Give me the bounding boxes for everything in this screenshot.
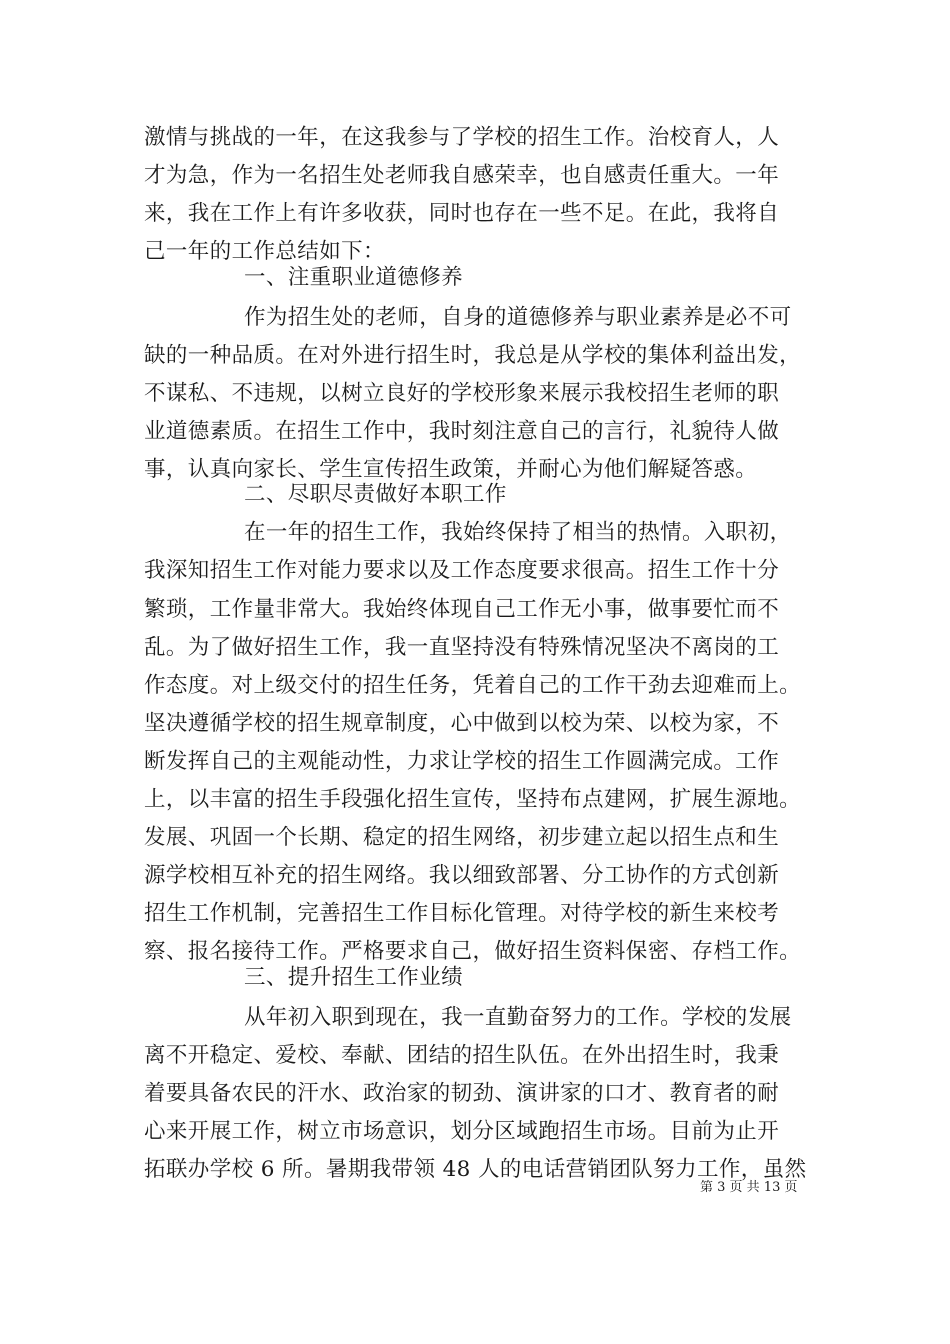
body-text-line: 源学校相互补充的招生网络。我以细致部署、分工协作的方式创新 — [144, 863, 780, 888]
paragraph-first-line: 在一年的招生工作，我始终保持了相当的热情。入职初， — [244, 520, 792, 545]
body-text-line: 不谋私、不违规，以树立良好的学校形象来展示我校招生老师的职 — [144, 381, 780, 406]
body-text-line: 着要具备农民的汗水、政治家的韧劲、演讲家的口才、教育者的耐 — [144, 1081, 780, 1106]
body-text-line: 我深知招生工作对能力要求以及工作态度要求很高。招生工作十分 — [144, 558, 780, 583]
body-text-line: 坚决遵循学校的招生规章制度，心中做到以校为荣、以校为家，不 — [144, 711, 780, 736]
body-text-line: 离不开稳定、爱校、奉献、团结的招生队伍。在外出招生时，我秉 — [144, 1043, 780, 1068]
section-heading-3: 三、提升招生工作业绩 — [244, 965, 464, 990]
section-heading-1: 一、注重职业道德修养 — [244, 265, 464, 290]
body-text-line: 拓联办学校 6 所。暑期我带领 48 人的电话营销团队努力工作，虽然 — [144, 1157, 807, 1182]
body-text-line: 上，以丰富的招生手段强化招生宣传，坚持布点建网，扩展生源地。 — [144, 787, 802, 812]
body-text-line: 断发挥自己的主观能动性，力求让学校的招生工作圆满完成。工作 — [144, 749, 780, 774]
body-text-line: 业道德素质。在招生工作中，我时刻注意自己的言行，礼貌待人做 — [144, 419, 780, 444]
body-text-line: 激情与挑战的一年，在这我参与了学校的招生工作。治校育人，人 — [144, 125, 780, 150]
section-heading-2: 二、尽职尽责做好本职工作 — [244, 482, 507, 507]
body-text-line: 才为急，作为一名招生处老师我自感荣幸，也自感责任重大。一年 — [144, 163, 780, 188]
body-text-line: 事，认真向家长、学生宣传招生政策，并耐心为他们解疑答惑。 — [144, 457, 758, 482]
body-text-line: 招生工作机制，完善招生工作目标化管理。对待学校的新生来校考 — [144, 901, 780, 926]
body-text-line: 来，我在工作上有许多收获，同时也存在一些不足。在此，我将自 — [144, 201, 780, 226]
body-text-line: 作态度。对上级交付的招生任务，凭着自己的工作干劲去迎难而上。 — [144, 673, 802, 698]
body-text-line: 乱。为了做好招生工作，我一直坚持没有特殊情况坚决不离岗的工 — [144, 635, 780, 660]
body-text-line: 发展、巩固一个长期、稳定的招生网络，初步建立起以招生点和生 — [144, 825, 780, 850]
body-text-line: 繁琐，工作量非常大。我始终体现自己工作无小事，做事要忙而不 — [144, 597, 780, 622]
body-text-line: 缺的一种品质。在对外进行招生时，我总是从学校的集体利益出发， — [144, 343, 802, 368]
body-text-line: 己一年的工作总结如下： — [144, 239, 385, 264]
paragraph-first-line: 作为招生处的老师，自身的道德修养与职业素养是必不可 — [244, 305, 792, 330]
body-text-line: 心来开展工作，树立市场意识，划分区域跑招生市场。目前为止开 — [144, 1119, 780, 1144]
paragraph-first-line: 从年初入职到现在，我一直勤奋努力的工作。学校的发展 — [244, 1005, 792, 1030]
page-number-footer: 第 3 页 共 13 页 — [700, 1180, 798, 1195]
body-text-line: 察、报名接待工作。严格要求自己，做好招生资料保密、存档工作。 — [144, 939, 802, 964]
